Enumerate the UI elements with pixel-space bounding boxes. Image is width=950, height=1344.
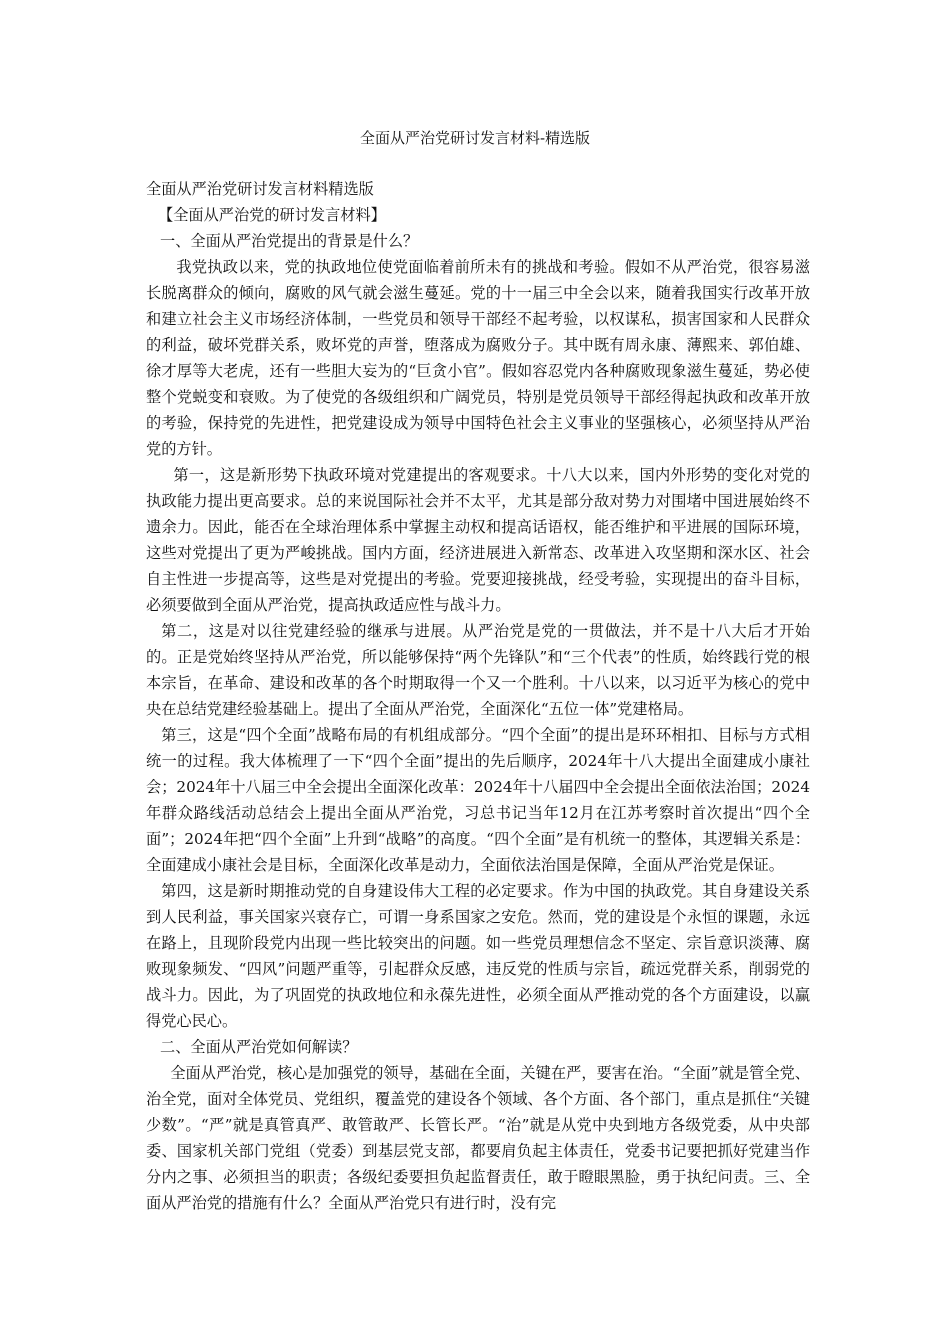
page-title: 全面从严治党研讨发言材料-精选版 <box>359 129 591 147</box>
paragraph-first: 第一，这是新形势下执政环境对党建提出的客观要求。十八大以来，国内外形势的变化对党的执政能力提出更高要求。总的来说国际社会并不太平，尤其是部分敌对势力对围堵中国进展始终不遗余力。因此，能否在全球治理体系中掌握主动权和提高话语权，能否维护和平进展的国际环境，这些对党提出了更为严峻挑战。国内方面，经济进展进入新常态、改革进入攻坚期和深水区、社会自主性进一步提高等，这些是对党提出的考验。党要迎接挑战，经受考验，实现提出的奋斗目标，必须要做到全面从严治党，提高执政适应性与战斗力。 <box>146 466 810 614</box>
section-heading-1: 一、全面从严治党提出的背景是什么？ <box>160 232 419 250</box>
section-heading-2: 二、全面从严治党如何解读？ <box>160 1038 358 1056</box>
paragraph-background: 我党执政以来，党的执政地位使党面临着前所未有的挑战和考验。假如不从严治党，很容易滋长脱离群众的倾向，腐败的风气就会滋生蔓延。党的十一届三中全会以来，随着我国实行改革开放和建立社会主义市场经济体制，一些党员和领导干部经不起考验，以权谋私，损害国家和人民群众的利益，破坏党群关系，败坏党的声誉，堕落成为腐败分子。其中既有周永康、薄熙来、郭伯雄、徐才厚等大老虎，还有一些胆大妄为的“巨贪小官”。假如容忍党内各种腐败现象滋生蔓延，势必使整个党蜕变和衰败。为了使党的各级组织和广阔党员，特别是党员领导干部经得起执政和改革开放的考验，保持党的先进性，把党建设成为领导中国特色社会主义事业的坚强核心，必须坚持从严治党的方针。 <box>146 258 810 458</box>
paragraph-second: 第二，这是对以往党建经验的继承与进展。从严治党是党的一贯做法，并不是十八大后才开始的。正是党始终坚持从严治党，所以能够保持“两个先锋队”和“三个代表”的性质，始终践行党的根本宗旨，在革命、建设和改革的各个时期取得一个又一个胜利。十八以来，以习近平为核心的党中央在总结党建经验基础上。提出了全面从严治党，全面深化“五位一体”党建格局。 <box>146 622 810 718</box>
paragraph-fourth: 第四，这是新时期推动党的自身建设伟大工程的必定要求。作为中国的执政党。其自身建设关系到人民利益，事关国家兴衰存亡，可谓一身系国家之安危。然而，党的建设是个永恒的课题，永远在路上，且现阶段党内出现一些比较突出的问题。如一些党员理想信念不坚定、宗旨意识淡薄、腐败现象频发、“四风”问题严重等，引起群众反感，违反党的性质与宗旨，疏远党群关系，削弱党的战斗力。因此，为了巩固党的执政地位和永葆先进性，必须全面从严推动党的各个方面建设，以赢得党心民心。 <box>146 882 810 1030</box>
paragraph-interpretation: 全面从严治党，核心是加强党的领导，基础在全面，关键在严，要害在治。“全面”就是管全党、治全党，面对全体党员、党组织，覆盖党的建设各个领域、各个方面、各个部门，重点是抓住“关键少数”。“严”就是真管真严、敢管敢严、长管长严。“治”就是从党中央到地方各级党委，从中央部委、国家机关部门党组（党委）到基层党支部，都要肩负起主体责任，党委书记要把抓好党建当作分内之事、必须担当的职责；各级纪委要担负起监督责任，敢于瞪眼黑脸，勇于执纪问责。三、全面从严治党的措施有什么？全面从严治党只有进行时，没有完 <box>146 1064 810 1212</box>
paragraph-third: 第三，这是“四个全面”战略布局的有机组成部分。“四个全面”的提出是环环相扣、目标与方式相统一的过程。我大体梳理了一下“四个全面”提出的先后顺序，2024年十八大提出全面建成小康社会；2024年十八届三中全会提出全面深化改革：2024年十八届四中全会提出全面依法治国；2024年群众路线活动总结会上提出全面从严治党，习总书记当年12月在江苏考察时首次提出“四个全面”；2024年把“四个全面”上升到“战略”的高度。“四个全面”是有机统一的整体，其逻辑关系是：全面建成小康社会是目标，全面深化改革是动力，全面依法治国是保障，全面从严治党是保证。 <box>146 726 810 874</box>
bracket-title: 【全面从严治党的研讨发言材料】 <box>158 206 386 224</box>
document-subtitle: 全面从严治党研讨发言材料精选版 <box>146 180 374 198</box>
document-body <box>146 176 810 1216</box>
